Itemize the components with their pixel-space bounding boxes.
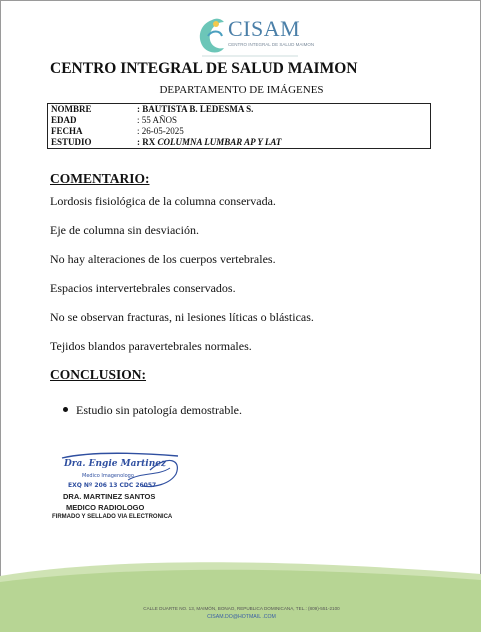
organization-title: CENTRO INTEGRAL DE SALUD MAIMON [50, 60, 358, 77]
study-prefix: : RX [137, 137, 156, 147]
comment-heading: COMENTARIO: [50, 171, 150, 186]
svg-text:Dra. Engie Martinez: Dra. Engie Martinez [64, 459, 167, 469]
svg-text:EXQ Nº 206 13 CDC 26057: EXQ Nº 206 13 CDC 26057 [68, 482, 157, 489]
conclusion-heading: CONCLUSION: [50, 367, 147, 382]
date-value: : 26-05-2025 [137, 126, 184, 136]
study-value [137, 137, 281, 147]
name-label: NOMBRE [51, 104, 92, 114]
study-name: COLUMNA LUMBAR AP Y LAT [157, 137, 282, 147]
conclusion-item [63, 403, 242, 418]
conclusion-text: Estudio sin patología demostrable. [76, 403, 242, 417]
comment-line: Espacios intervertebrales conservados. [50, 281, 236, 295]
comment-line: Lordosis fisiológica de la columna conservada. [50, 194, 276, 208]
study-label: ESTUDIO [51, 137, 92, 147]
age-value: : 55 AÑOS [137, 115, 178, 125]
footer-address: CALLE DUARTE NO. 13, MAIMÓN, BONAO, REPUBLICA DOMINICANA, TEL.: (809)-551-2100 [143, 606, 340, 611]
comment-line: Tejidos blandos paravertebrales normales. [50, 339, 252, 353]
name-value: : BAUTISTA B. LEDESMA S. [137, 104, 254, 114]
comment-line: No hay alteraciones de los cuerpos vertebrales. [50, 252, 276, 266]
comment-line: Eje de columna sin desviación. [50, 223, 199, 237]
comment-line: No se observan fracturas, ni lesiones líticas o blásticas. [50, 310, 314, 324]
logo-subtitle: CENTRO INTEGRAL DE SALUD MAIMON [228, 42, 315, 47]
patient-info-box [47, 103, 431, 149]
footer-wave [0, 556, 481, 632]
logo-text: CISAM [228, 16, 301, 41]
footer-email: CISAM.DO@HOTMAIL .COM [207, 614, 276, 620]
department-title: DEPARTAMENTO DE IMÁGENES [159, 84, 324, 96]
bullet-icon [63, 407, 68, 412]
signer-name: DRA. MARTINEZ SANTOS [63, 492, 156, 501]
signer-title: MEDICO RADIOLOGO [66, 503, 145, 512]
signature-stamp [58, 450, 190, 494]
date-label: FECHA [51, 126, 83, 136]
age-label: EDAD [51, 115, 77, 125]
signature-note: FIRMADO Y SELLADO VIA ELECTRONICA [52, 514, 173, 520]
svg-text:Medico Imagenologo: Medico Imagenologo [82, 473, 134, 479]
